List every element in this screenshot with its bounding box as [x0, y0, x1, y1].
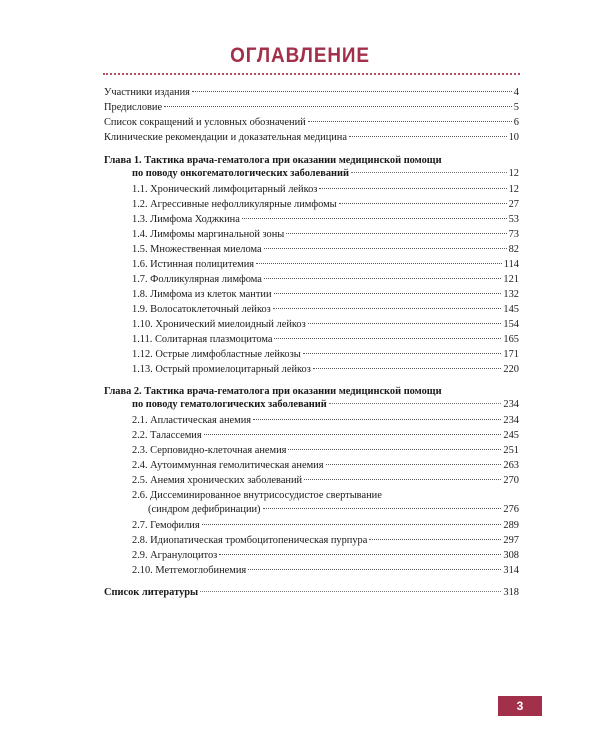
toc-entry-page: 165 [503, 334, 519, 345]
toc-entry-page: 6 [513, 117, 519, 128]
dot-leader [200, 590, 501, 592]
toc-entry[interactable] [132, 550, 519, 562]
toc-entry[interactable] [132, 259, 519, 271]
toc-entry-label: 1.3. Лимфома Ходжкина [132, 214, 240, 225]
page-number-badge: 3 [498, 696, 542, 716]
toc-entry-page: 318 [503, 587, 519, 598]
toc-entry-page: 234 [503, 415, 519, 426]
dot-leader [349, 135, 507, 137]
toc-entry-page: 171 [503, 349, 519, 360]
toc-entry-page: 12 [508, 168, 519, 179]
toc-entry-first-line[interactable] [132, 490, 519, 502]
toc-entry[interactable] [132, 535, 519, 547]
toc-entry-page: 114 [503, 259, 519, 270]
toc-entry[interactable] [132, 304, 519, 316]
toc-entry-page: 220 [503, 364, 519, 375]
dot-leader [263, 507, 502, 509]
toc-entry[interactable] [132, 274, 519, 286]
toc-entry-label: 1.8. Лимфома из клеток мантии [132, 289, 272, 300]
dot-leader [304, 478, 501, 480]
dot-leader [202, 523, 502, 525]
toc-entry-label: 1.6. Истинная полицитемия [132, 259, 255, 270]
dot-leader [192, 90, 512, 92]
toc-entry-label: 1.11. Солитарная плазмоцитома [132, 334, 273, 345]
dot-leader [308, 322, 502, 324]
dot-leader [264, 277, 502, 279]
toc-entry[interactable] [132, 475, 519, 487]
toc-entry-page: 27 [508, 199, 519, 210]
toc-entry-page: 308 [503, 550, 519, 561]
dot-leader [329, 402, 502, 404]
dot-leader [339, 202, 507, 204]
toc-entry[interactable] [132, 214, 519, 226]
toc-entry-page: 314 [503, 565, 519, 576]
toc-entry[interactable] [132, 184, 519, 196]
toc-entry-label: Участники издания [104, 87, 190, 98]
toc-entry[interactable] [132, 460, 519, 472]
toc-entry-label: 1.9. Волосатоклеточный лейкоз [132, 304, 271, 315]
toc-entry-page: 263 [503, 460, 519, 471]
dot-leader [256, 262, 502, 264]
toc-entry-page: 132 [503, 289, 519, 300]
toc-entry-label: по поводу онкогематологических заболеваний [132, 168, 349, 179]
toc-entry-page: 10 [508, 132, 519, 143]
page-title: ОГЛАВЛЕНИЕ [230, 44, 370, 67]
toc-entry-label: 2.10. Метгемоглобинемия [132, 565, 247, 576]
toc-entry-label: 1.10. Хронический миелоидный лейкоз [132, 319, 306, 330]
dot-leader [286, 232, 506, 234]
dot-leader [204, 433, 502, 435]
toc-entry-label: 1.7. Фолликулярная лимфома [132, 274, 262, 285]
dot-leader [326, 463, 502, 465]
chapter-1-title-cont[interactable] [132, 168, 519, 180]
toc-entry[interactable] [104, 117, 519, 129]
dot-leader [253, 418, 501, 420]
dot-leader [219, 553, 501, 555]
chapter-1-title[interactable]: Глава 1. Тактика врача-гематолога при оказании медицинской помощи [104, 155, 442, 166]
dot-leader [308, 120, 512, 122]
toc-entry-label: 1.4. Лимфомы маргинальной зоны [132, 229, 285, 240]
toc-entry-page: 121 [503, 274, 519, 285]
toc-entry[interactable] [132, 349, 519, 361]
toc-entry[interactable] [132, 334, 519, 346]
toc-entry[interactable] [104, 132, 519, 144]
toc-entry-page: 82 [508, 244, 519, 255]
toc-entry-label: 2.3. Серповидно-клеточная анемия [132, 445, 287, 456]
toc-entry-page: 154 [503, 319, 519, 330]
toc-entry[interactable] [132, 199, 519, 211]
dot-leader [369, 538, 501, 540]
toc-entry-label: 1.5. Множественная миелома [132, 244, 262, 255]
toc-entry-label: 1.13. Острый промиелоцитарный лейкоз [132, 364, 311, 375]
toc-entry-label: Предисловие [104, 102, 163, 113]
toc-entry-page: 53 [508, 214, 519, 225]
dot-leader [303, 352, 502, 354]
toc-entry-page: 297 [503, 535, 519, 546]
toc-entry[interactable] [132, 289, 519, 301]
toc-entry-label: 2.5. Анемия хронических заболеваний [132, 475, 303, 486]
dot-leader [248, 568, 501, 570]
toc-entry-label: Клинические рекомендации и доказательная медицина [104, 132, 347, 143]
toc-entry-page: 73 [508, 229, 519, 240]
dot-leader [264, 247, 507, 249]
toc-entry[interactable] [132, 445, 519, 457]
dot-leader [164, 105, 512, 107]
toc-entry[interactable] [132, 229, 519, 241]
toc-entry-label: 2.6. Диссеминированное внутрисосудистое свертывание [132, 490, 382, 501]
toc-entry-label: 2.2. Талассемия [132, 430, 202, 441]
toc-entry-label: 2.9. Агранулоцитоз [132, 550, 218, 561]
dot-leader [273, 307, 502, 309]
toc-entry-label: 2.1. Апластическая анемия [132, 415, 252, 426]
toc-entry-label: 2.7. Гемофилия [132, 520, 200, 531]
toc-entry-page: 4 [513, 87, 519, 98]
toc-entry-label-cont: (синдром дефибринации) [148, 504, 261, 515]
dot-leader [313, 367, 502, 369]
toc-entry-label: 1.2. Агрессивные нефолликулярные лимфомы [132, 199, 337, 210]
chapter-2-title-cont[interactable] [132, 399, 519, 411]
toc-entry-page: 5 [513, 102, 519, 113]
toc-entry-label: Список сокращений и условных обозначений [104, 117, 306, 128]
toc-entry[interactable] [132, 415, 519, 427]
toc-entry-page: 145 [503, 304, 519, 315]
toc-entry[interactable] [104, 87, 519, 99]
toc-entry-label: 2.4. Аутоиммунная гемолитическая анемия [132, 460, 324, 471]
toc-entry[interactable] [132, 430, 519, 442]
toc-entry[interactable] [132, 565, 519, 577]
toc-entry-label: по поводу гематологических заболеваний [132, 399, 327, 410]
toc-entry-label: 2.8. Идиопатическая тромбоцитопеническая пурпура [132, 535, 368, 546]
toc-entry[interactable] [132, 520, 519, 532]
references-entry[interactable] [104, 587, 519, 599]
toc-entry-page: 289 [503, 520, 519, 531]
dot-leader [274, 292, 502, 294]
toc-entry-page: 245 [503, 430, 519, 441]
toc-entry-page: 270 [503, 475, 519, 486]
toc-entry[interactable] [132, 319, 519, 331]
toc-entry[interactable] [104, 102, 519, 114]
chapter-2-title[interactable]: Глава 2. Тактика врача-гематолога при оказании медицинской помощи [104, 386, 442, 397]
dot-leader [242, 217, 507, 219]
toc-entry-label: 1.12. Острые лимфобластные лейкозы [132, 349, 301, 360]
toc-entry-page: 234 [503, 399, 519, 410]
toc-entry-page: 276 [503, 504, 519, 515]
dot-leader [351, 171, 507, 173]
toc-entry[interactable] [148, 504, 519, 516]
dot-leader [288, 448, 501, 450]
toc-entry-page: 251 [503, 445, 519, 456]
toc-entry[interactable] [132, 244, 519, 256]
dot-leader [319, 187, 506, 189]
toc-entry-label: Список литературы [104, 587, 199, 598]
toc-entry[interactable] [132, 364, 519, 376]
dot-leader [274, 337, 501, 339]
toc-entry-page: 12 [508, 184, 519, 195]
toc-entry-label: 1.1. Хронический лимфоцитарный лейкоз [132, 184, 318, 195]
